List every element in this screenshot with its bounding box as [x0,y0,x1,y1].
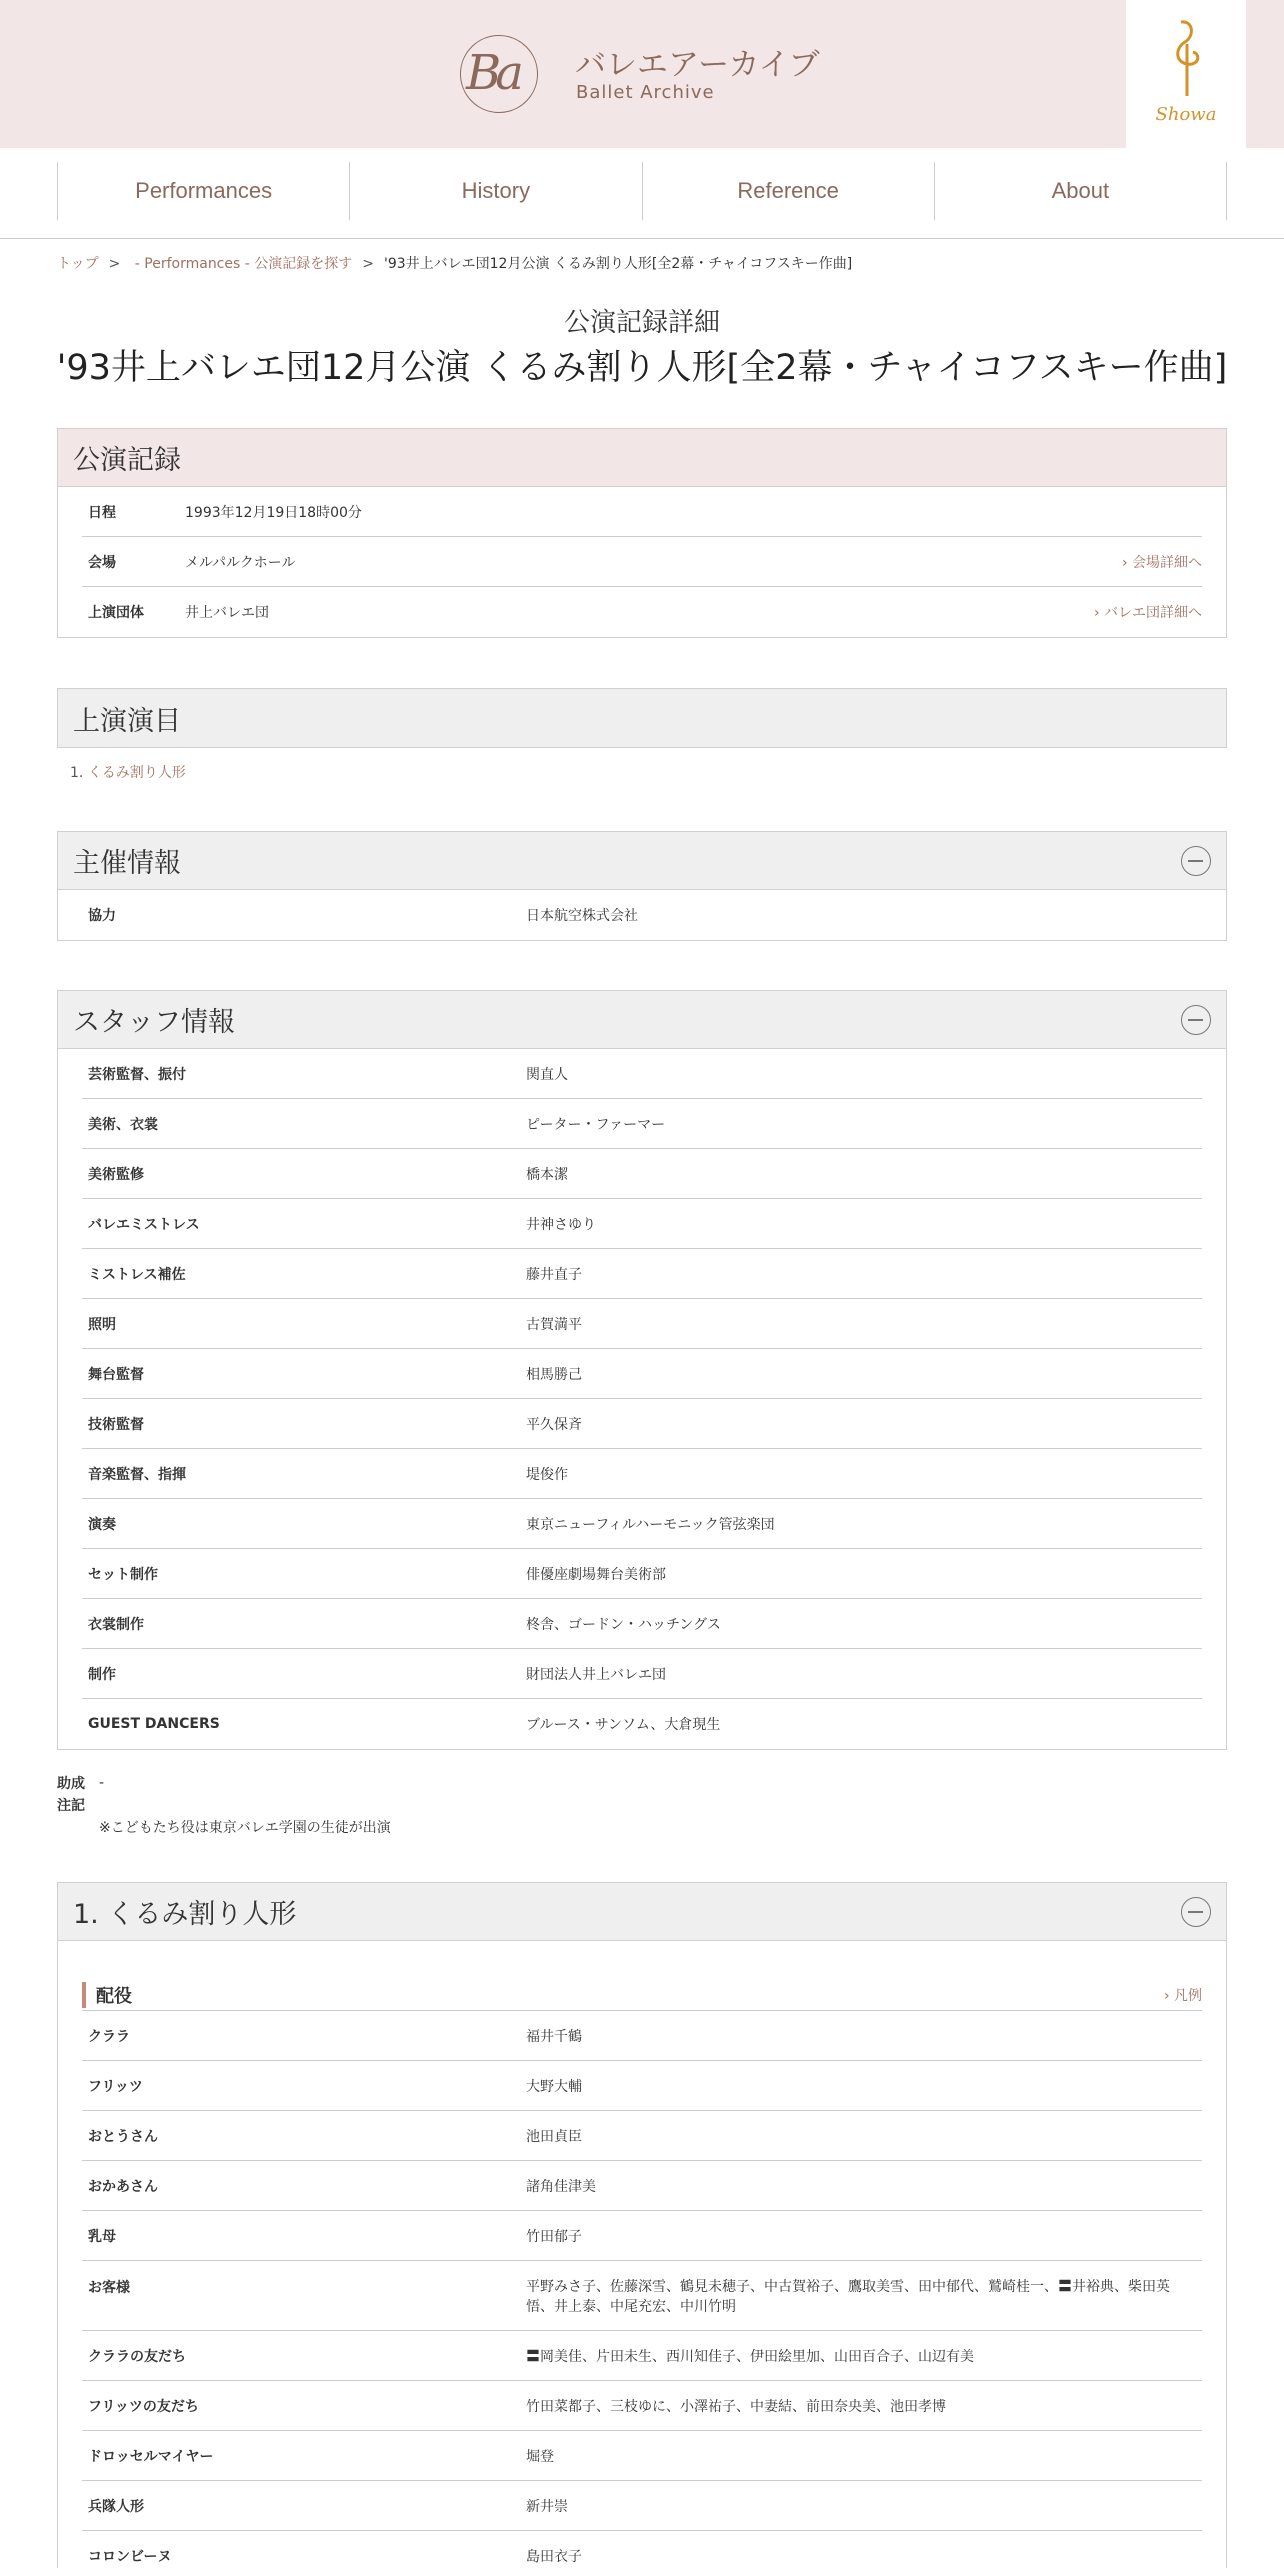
row-value: 日本航空株式会社 [526,908,638,924]
staff-row [82,1049,1202,1099]
row-label: 上演団体 [88,605,144,621]
logo-mark: Ba [466,45,518,101]
row-label: 衣裳制作 [88,1616,144,1633]
sponsor-row [82,890,1202,940]
staff-heading [58,991,1226,1049]
staff-row [82,1499,1202,1549]
staff-row [82,1699,1202,1749]
note-value: ※こどもたち役は東京バレエ学園の生徒が出演 [99,1820,391,1836]
row-value: 竹田郁子 [526,2228,582,2245]
legend-link-label: 凡例 [1174,1987,1202,2004]
chevron-right-icon: › [1121,554,1128,571]
row-label: 制作 [88,1666,116,1683]
row-value: 諸角佳津美 [526,2178,596,2195]
legend-link[interactable] [1164,1985,1202,2005]
subsidy-label: 助成 [57,1776,85,1792]
staff-row [82,1149,1202,1199]
staff-row [82,1549,1202,1599]
work-heading-text: 1. くるみ割り人形 [73,1899,297,1930]
row-value: 池田貞臣 [526,2128,582,2145]
row-value: 東京ニューフィルハーモニック管弦楽団 [526,1516,775,1533]
page-subtitle: 公演記録詳細 [563,308,720,338]
work-row [82,2211,1202,2261]
nav-about[interactable]: About [934,162,1227,220]
program-item-link[interactable]: くるみ割り人形 [87,765,186,781]
record-section [57,428,1227,638]
record-heading: 公演記録 [58,429,1226,487]
work-row [82,2261,1202,2331]
staff-row [82,1649,1202,1699]
note-label: 注記 [57,1798,85,1814]
row-value: メルパルクホール [185,554,296,571]
row-value: 竹田菜都子、三枝ゆに、小澤祐子、中妻結、前田奈央美、池田孝博 [526,2398,946,2415]
nav-performances[interactable]: Performances [57,162,349,220]
work-section [57,1882,1227,2568]
chevron-right-icon: › [1163,1987,1170,2004]
row-value: ピーター・ファーマー [526,1116,666,1133]
row-label: ミストレス補佐 [88,1266,186,1283]
staff-row [82,1449,1202,1499]
row-value: 財団法人井上バレエ団 [526,1666,666,1683]
row-label: クララ [88,2028,130,2045]
breadcrumb-performances[interactable]: - Performances - 公演記録を探す [130,256,353,272]
nav-history[interactable]: History [349,162,641,220]
row-value: ブルース・サンソム、大倉現生 [526,1717,721,1733]
row-value: 堀登 [526,2448,554,2465]
record-row-date [82,487,1202,537]
company-detail-link[interactable] [1094,602,1202,622]
row-label: おとうさん [88,2128,158,2145]
showa-mark-icon [1161,14,1211,104]
row-label: クララの友だち [88,2348,186,2365]
program-item [70,762,186,782]
staff-row [82,1599,1202,1649]
row-label: バレエミストレス [88,1216,200,1233]
row-label: 美術、衣裳 [88,1116,158,1133]
row-label: 会場 [88,554,116,571]
work-heading [58,1883,1226,1941]
company-detail-label: バレエ団詳細へ [1104,605,1202,621]
staff-row [82,1399,1202,1449]
breadcrumb-top[interactable]: トップ [57,256,99,272]
work-row [82,2381,1202,2431]
record-row-company [82,587,1202,637]
page-title: '93井上バレエ団12月公演 くるみ割り人形[全2幕・チャイコフスキー作曲] [56,348,1228,388]
logo-title-jp: バレエアーカイブ [575,47,820,83]
breadcrumb [57,253,852,273]
row-value: 相馬勝己 [526,1366,582,1383]
work-row [82,2111,1202,2161]
row-value: 平野みさ子、佐藤深雪、鶴見未穂子、中古賀裕子、鷹取美雪、田中郁代、鷲崎桂一、〓井裕典、柴田英悟、井上泰、中尾充宏、中川竹明 [526,2279,1170,2315]
row-label: セット制作 [88,1566,158,1583]
collapse-icon[interactable] [1181,846,1211,876]
work-row [82,2481,1202,2531]
cast-heading [82,1979,1202,2011]
breadcrumb-current: '93井上バレエ団12月公演 くるみ割り人形[全2幕・チャイコフスキー作曲] [383,256,853,272]
staff-row [82,1199,1202,1249]
work-row [82,2531,1202,2568]
row-value: 平久保斉 [526,1416,582,1433]
work-row [82,2331,1202,2381]
row-label: GUEST DANCERS [88,1716,220,1732]
row-label: おかあさん [88,2178,158,2195]
program-item-num: 1. [70,765,84,781]
collapse-icon[interactable] [1181,1897,1211,1927]
staff-row [82,1099,1202,1149]
collapse-icon[interactable] [1181,1005,1211,1035]
row-value: 堤俊作 [526,1466,568,1483]
record-row-venue [82,537,1202,587]
site-logo[interactable] [460,35,840,113]
row-label: 音楽監督、指揮 [88,1466,186,1483]
row-value: 福井千鶴 [526,2028,582,2045]
row-value: 島田衣子 [526,2549,582,2565]
program-heading: 上演演目 [58,689,1226,747]
row-label: 芸術監督、振付 [88,1066,186,1083]
row-value: 関直人 [526,1066,568,1083]
row-label: お客様 [88,2280,130,2296]
row-label: コロンビーヌ [88,2549,172,2565]
staff-section [57,990,1227,1750]
notes [57,1772,391,1838]
venue-detail-label: 会場詳細へ [1132,554,1202,571]
row-value: 井上バレエ団 [185,605,269,621]
breadcrumb-sep: > [108,256,121,272]
row-label: ドロッセルマイヤー [88,2448,214,2465]
row-label: 協力 [88,908,116,924]
main-nav [0,148,1284,239]
chevron-right-icon: › [1093,605,1100,621]
row-value: 柊舎、ゴードン・ハッチングス [526,1616,721,1633]
row-value: 〓岡美佳、片田未生、西川知佳子、伊田絵里加、山田百合子、山辺有美 [526,2348,974,2365]
row-label: 技術監督 [88,1416,144,1433]
work-row [82,2431,1202,2481]
work-row [82,2011,1202,2061]
row-value: 新井崇 [526,2498,568,2515]
staff-row [82,1349,1202,1399]
row-label: フリッツ [88,2078,143,2095]
row-value: 1993年12月19日18時00分 [185,504,362,521]
row-value: 藤井直子 [526,1266,582,1283]
row-label: 日程 [88,504,116,521]
row-value: 古賀満平 [526,1316,582,1333]
row-value: 橋本潔 [526,1166,568,1183]
breadcrumb-sep: > [362,256,374,272]
nav-reference[interactable]: Reference [642,162,934,220]
work-row [82,2161,1202,2211]
staff-row [82,1249,1202,1299]
program-section [57,688,1227,748]
venue-detail-link[interactable] [1122,552,1202,572]
row-label: フリッツの友だち [88,2398,199,2415]
logo-title-en: Ballet Archive [576,82,715,103]
showa-logo[interactable] [1126,0,1246,148]
showa-text: Showa [1155,104,1217,125]
row-label: 乳母 [88,2228,116,2245]
sponsor-section [57,831,1227,941]
row-label: 舞台監督 [88,1366,144,1383]
row-label: 照明 [88,1316,116,1333]
row-label: 兵隊人形 [88,2498,144,2515]
sponsor-heading [58,832,1226,890]
row-value: 俳優座劇場舞台美術部 [526,1566,666,1583]
staff-row [82,1299,1202,1349]
cast-heading-bar [82,1982,86,2008]
row-value: 大野大輔 [526,2078,582,2095]
row-label: 美術監修 [88,1166,144,1183]
staff-heading-text: スタッフ情報 [73,1007,235,1038]
site-header [0,0,1284,148]
work-row [82,2061,1202,2111]
row-value: 井神さゆり [526,1216,596,1233]
row-label: 演奏 [88,1516,116,1533]
cast-title: 配役 [96,1985,132,2007]
subsidy-value: - [99,1775,105,1791]
sponsor-heading-text: 主催情報 [73,848,181,879]
